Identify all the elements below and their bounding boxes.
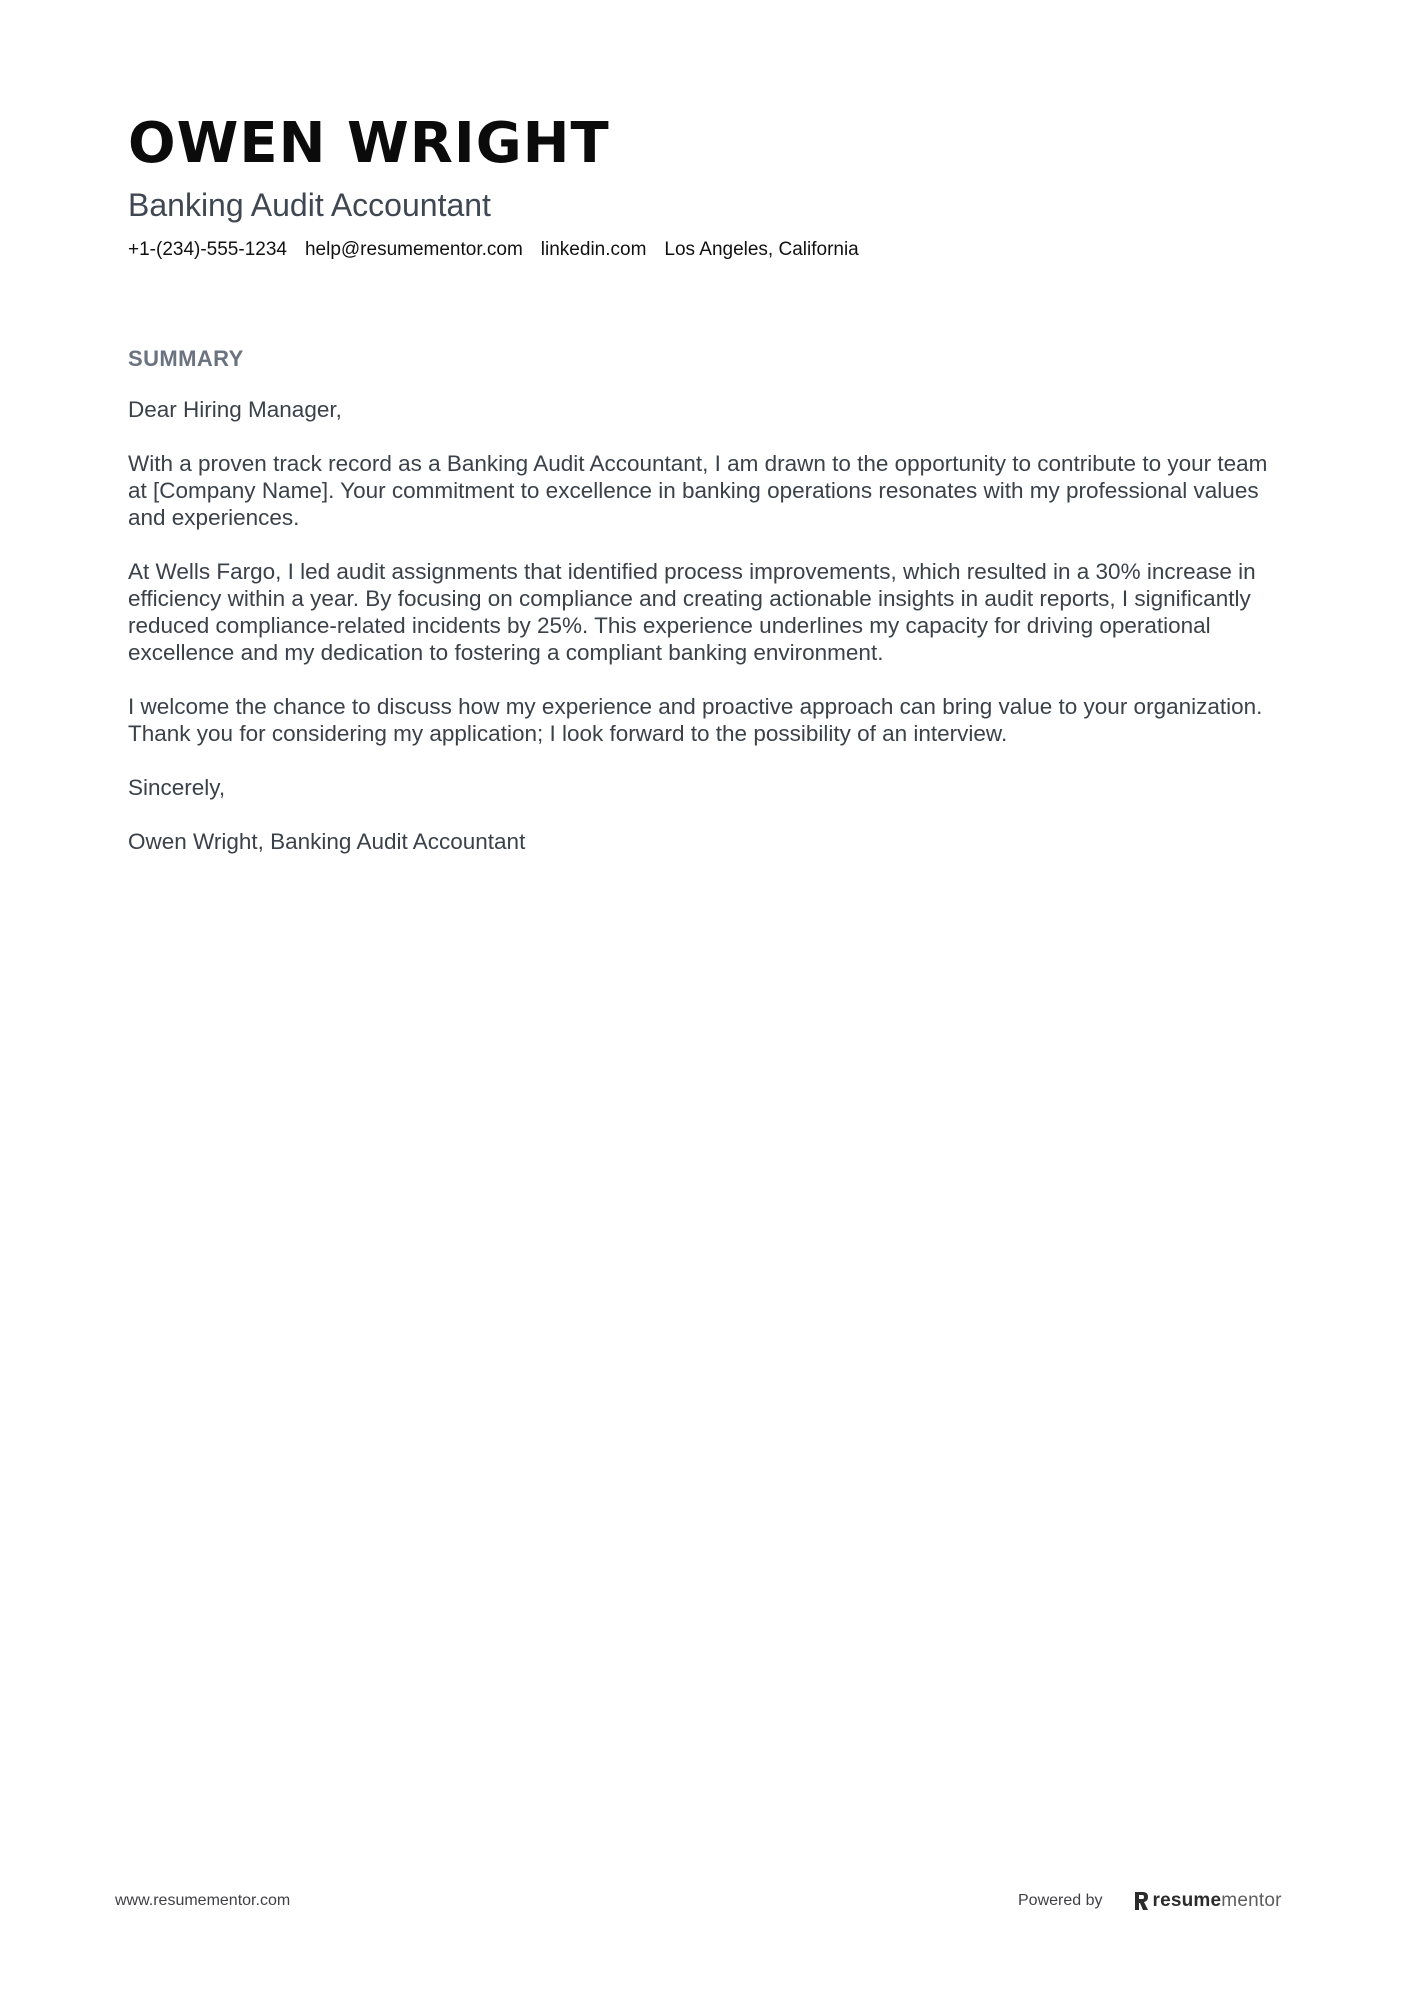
sign-off: Sincerely,: [128, 775, 226, 800]
contact-linkedin: linkedin.com: [540, 239, 647, 260]
cover-letter-body: [128, 396, 1288, 855]
summary-heading: SUMMARY: [128, 346, 244, 371]
resumementor-logo-icon: [1133, 1891, 1149, 1911]
candidate-name: OWEN WRIGHT: [128, 111, 610, 176]
contact-phone: +1-(234)-555-1234: [128, 239, 287, 260]
resumementor-logo-text: [1153, 1890, 1282, 1912]
powered-by-label: Powered by: [1018, 1892, 1103, 1909]
letter-paragraph-experience: At Wells Fargo, I led audit assignments that identified process improvements, which resulted in a 30% increase in efficiency within a year. By focusing on compliance and creating actionable insights in audit reports, I significantly reduced compliance-related incidents by 25%. This experience underlines my capacity for driving operational excellence and my dedication to fostering a compliant banking environment.: [128, 559, 1256, 665]
logo-text-mentor: mentor: [1221, 1890, 1282, 1911]
contact-location: Los Angeles, California: [664, 239, 859, 260]
header: [128, 112, 1288, 262]
logo-text-resume: resume: [1152, 1890, 1222, 1911]
letter-paragraph-intro: With a proven track record as a Banking Audit Accountant, I am drawn to the opportunity to contribute to your team at [Company Name]. Your commitment to excellence in banking operations resonates with my professional values and experiences.: [128, 451, 1268, 530]
job-title: Banking Audit Accountant: [128, 187, 491, 223]
summary-section: [128, 344, 1288, 882]
signature: Owen Wright, Banking Audit Accountant: [128, 829, 526, 854]
contact-info: [128, 238, 1288, 262]
letter-paragraph-closing: I welcome the chance to discuss how my experience and proactive approach can bring value to your organization. Thank you for considering my application; I look forward to the possibility of an interview.: [128, 694, 1263, 746]
contact-email: help@resumementor.com: [304, 239, 523, 260]
footer-branding: [1018, 1890, 1282, 1912]
footer-website: www.resumementor.com: [115, 1892, 291, 1909]
salutation: Dear Hiring Manager,: [128, 397, 342, 422]
